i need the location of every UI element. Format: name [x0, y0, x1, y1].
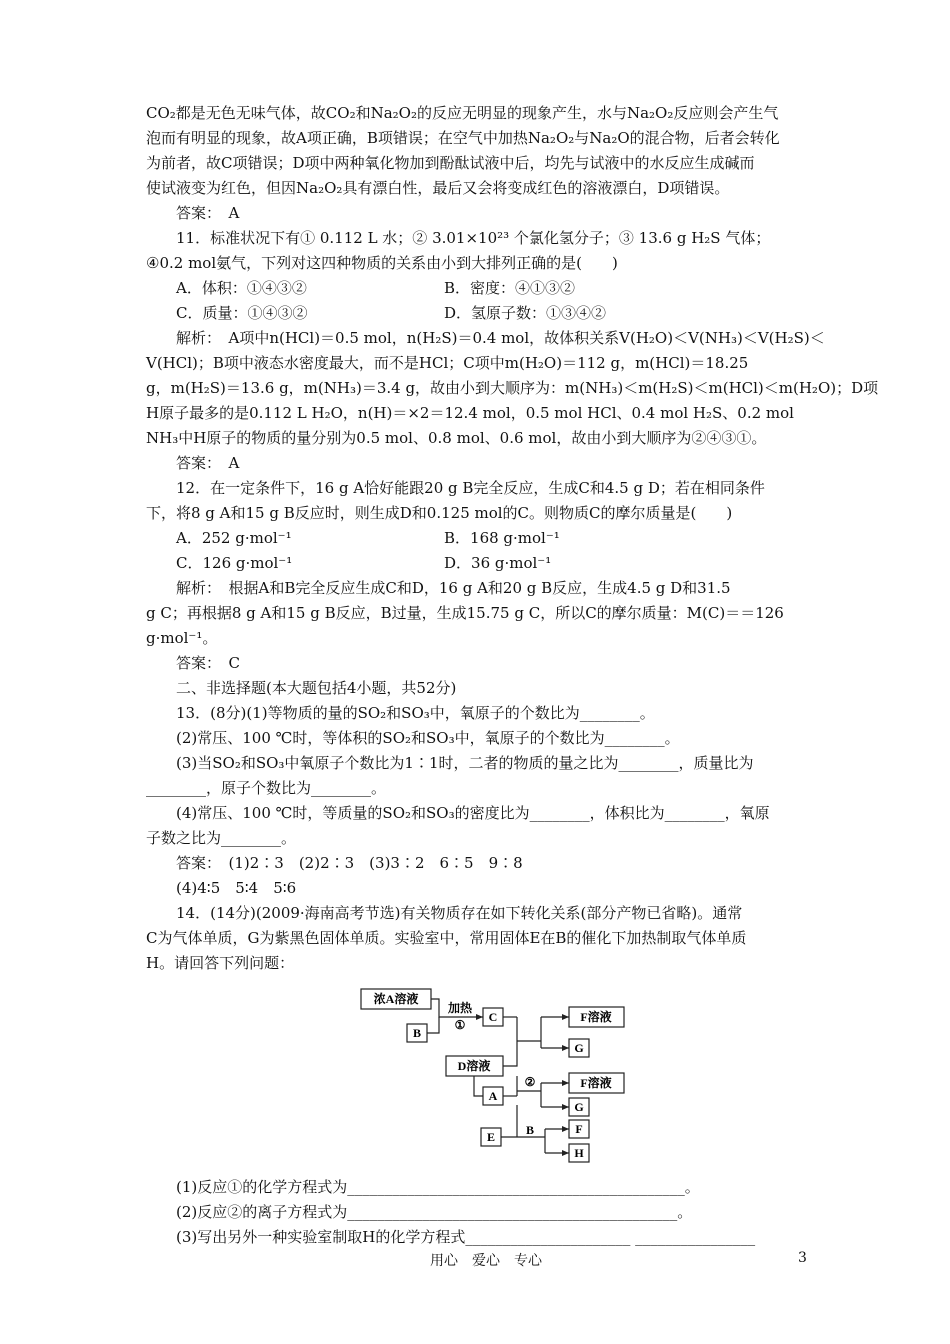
solution-q10-line2: 泡而有明显的现象，故A项正确，B项错误；在空气中加热Na₂O₂与Na₂O的混合物，后者会转化	[146, 129, 780, 147]
solution-q10-line4: 使试液变为红色，但因Na₂O₂具有漂白性，最后又会将变成红色的溶液漂白，D项错误。	[146, 179, 730, 197]
question-14-line3: H。请回答下列问题：	[146, 954, 295, 972]
question-13-part4-line1: (4)常压、100 ℃时，等质量的SO₂和SO₃的密度比为________，体积比为________，氧原	[176, 804, 770, 822]
solution-q11-line2: V(HCl)；B项中液态水密度最大，而不是HCl；C项中m(H₂O)＝112 g，m(HCl)＝18.25	[146, 354, 749, 372]
question-14-part2: (2)反应②的离子方程式为____________________________________________。	[176, 1203, 693, 1221]
label-a: A	[488, 1089, 498, 1103]
footer-motto: 用心 爱心 专心	[430, 1253, 542, 1269]
solution-q12-line3: g·mol⁻¹。	[146, 629, 218, 647]
solution-q10-line1: CO₂都是无色无味气体，故CO₂和Na₂O₂的反应无明显的现象产生，水与Na₂O₂反应则会产生气	[146, 104, 779, 122]
q12-option-c: C．126 g·mol⁻¹	[176, 554, 293, 572]
label-f-solution-1: F溶液	[580, 1010, 612, 1024]
question-13-part3-line2: ________，原子个数比为________。	[146, 779, 387, 797]
solution-q11-line1: 解析： A项中n(HCl)＝0.5 mol，n(H₂S)＝0.4 mol，故体积关系V(H₂O)＜V(NH₃)＜V(H₂S)＜	[176, 329, 825, 347]
label-step-2: ②	[524, 1075, 536, 1089]
label-e: E	[486, 1130, 496, 1144]
label-f-3: F	[575, 1122, 583, 1136]
answer-q12: 答案： C	[176, 654, 240, 672]
page-number: 3	[798, 1250, 807, 1266]
q12-option-d: D．36 g·mol⁻¹	[444, 554, 552, 572]
label-conc-a-solution: 浓A溶液	[373, 992, 419, 1006]
label-h: H	[574, 1146, 584, 1160]
solution-q11-line5: NH₃中H原子的物质的量分别为0.5 mol、0.8 mol、0.6 mol，故由小到大顺序为②④③①。	[146, 429, 767, 447]
label-b: B	[412, 1026, 422, 1040]
section-heading: 二、非选择题(本大题包括4小题，共52分)	[176, 679, 457, 697]
q11-option-c: C．质量：①④③②	[176, 304, 308, 322]
question-12-line2: 下，将8 g A和15 g B反应时，则生成D和0.125 mol的C。则物质C的摩尔质量是( )	[146, 504, 733, 522]
solution-q12-line2: g C；再根据8 g A和15 g B反应，B过量，生成15.75 g C，所以C的摩尔质量：M(C)＝＝126	[146, 604, 784, 622]
question-12-line1: 12．在一定条件下，16 g A恰好能跟20 g B完全反应，生成C和4.5 g D；若在相同条件	[176, 479, 765, 497]
label-catalyst-b: B	[525, 1123, 535, 1137]
q11-option-b: B．密度：④①③②	[444, 279, 576, 297]
label-step-1: ①	[454, 1018, 466, 1032]
q12-option-b: B．168 g·mol⁻¹	[444, 529, 560, 547]
question-13-part2: (2)常压、100 ℃时，等体积的SO₂和SO₃中，氧原子的个数比为________。	[176, 729, 680, 747]
q11-option-d: D．氢原子数：①③④②	[444, 304, 607, 322]
solution-q12-line1: 解析： 根据A和B完全反应生成C和D，16 g A和20 g B反应，生成4.5 g D和31.5	[176, 579, 731, 597]
question-14-line1: 14．(14分)(2009·海南高考节选)有关物质存在如下转化关系(部分产物已省略)。通常	[176, 904, 743, 922]
question-14-line2: C为气体单质，G为紫黑色固体单质。实验室中，常用固体E在B的催化下加热制取气体单质	[146, 929, 747, 947]
question-13-part4-line2: 子数之比为________。	[146, 829, 297, 847]
question-13-part1: 13．(8分)(1)等物质的量的SO₂和SO₃中，氧原子的个数比为________。	[176, 704, 655, 722]
solution-q11-line3: g，m(H₂S)＝13.6 g，m(NH₃)＝3.4 g，故由小到大顺序为：m(NH₃)＜m(H₂S)＜m(HCl)＜m(H₂O)；D项	[146, 379, 879, 397]
label-g-1: G	[574, 1041, 584, 1055]
answer-q10: 答案： A	[176, 204, 240, 222]
solution-q11-line4: H原子最多的是0.112 L H₂O，n(H)＝×2＝12.4 mol，0.5 mol HCl、0.4 mol H₂S、0.2 mol	[146, 404, 794, 422]
label-heat: 加热	[447, 1001, 473, 1015]
q11-option-a: A．体积：①④③②	[176, 279, 307, 297]
answer-q11: 答案： A	[176, 454, 240, 472]
label-f-solution-2: F溶液	[580, 1076, 612, 1090]
answer-q13-line2: (4)4∶5 5∶4 5∶6	[176, 879, 297, 897]
answer-q13-line1: 答案： (1)2∶3 (2)2∶3 (3)3∶2 6∶5 9∶8	[176, 854, 523, 872]
label-c: C	[488, 1010, 498, 1024]
label-d-solution: D溶液	[457, 1059, 491, 1073]
question-11-line1: 11．标准状况下有① 0.112 L 水；② 3.01×10²³ 个氯化氢分子；③ 13.6 g H₂S 气体；	[176, 229, 771, 247]
label-g-2: G	[574, 1100, 584, 1114]
solution-q10-line3: 为前者，故C项错误；D项中两种氧化物加到酚酞试液中后，均先与试液中的水反应生成碱而	[146, 154, 755, 172]
question-14-part3: (3)写出另外一种实验室制取H的化学方程式______________________ ________________	[176, 1228, 756, 1246]
q12-option-a: A．252 g·mol⁻¹	[176, 529, 292, 547]
question-11-line2: ④0.2 mol氨气，下列对这四种物质的关系由小到大排列正确的是( )	[146, 254, 618, 272]
question-13-part3-line1: (3)当SO₂和SO₃中氧原子个数比为1∶1时，二者的物质的量之比为________，质量比为	[176, 754, 754, 772]
question-14-part1: (1)反应①的化学方程式为_____________________________________________。	[176, 1178, 700, 1196]
